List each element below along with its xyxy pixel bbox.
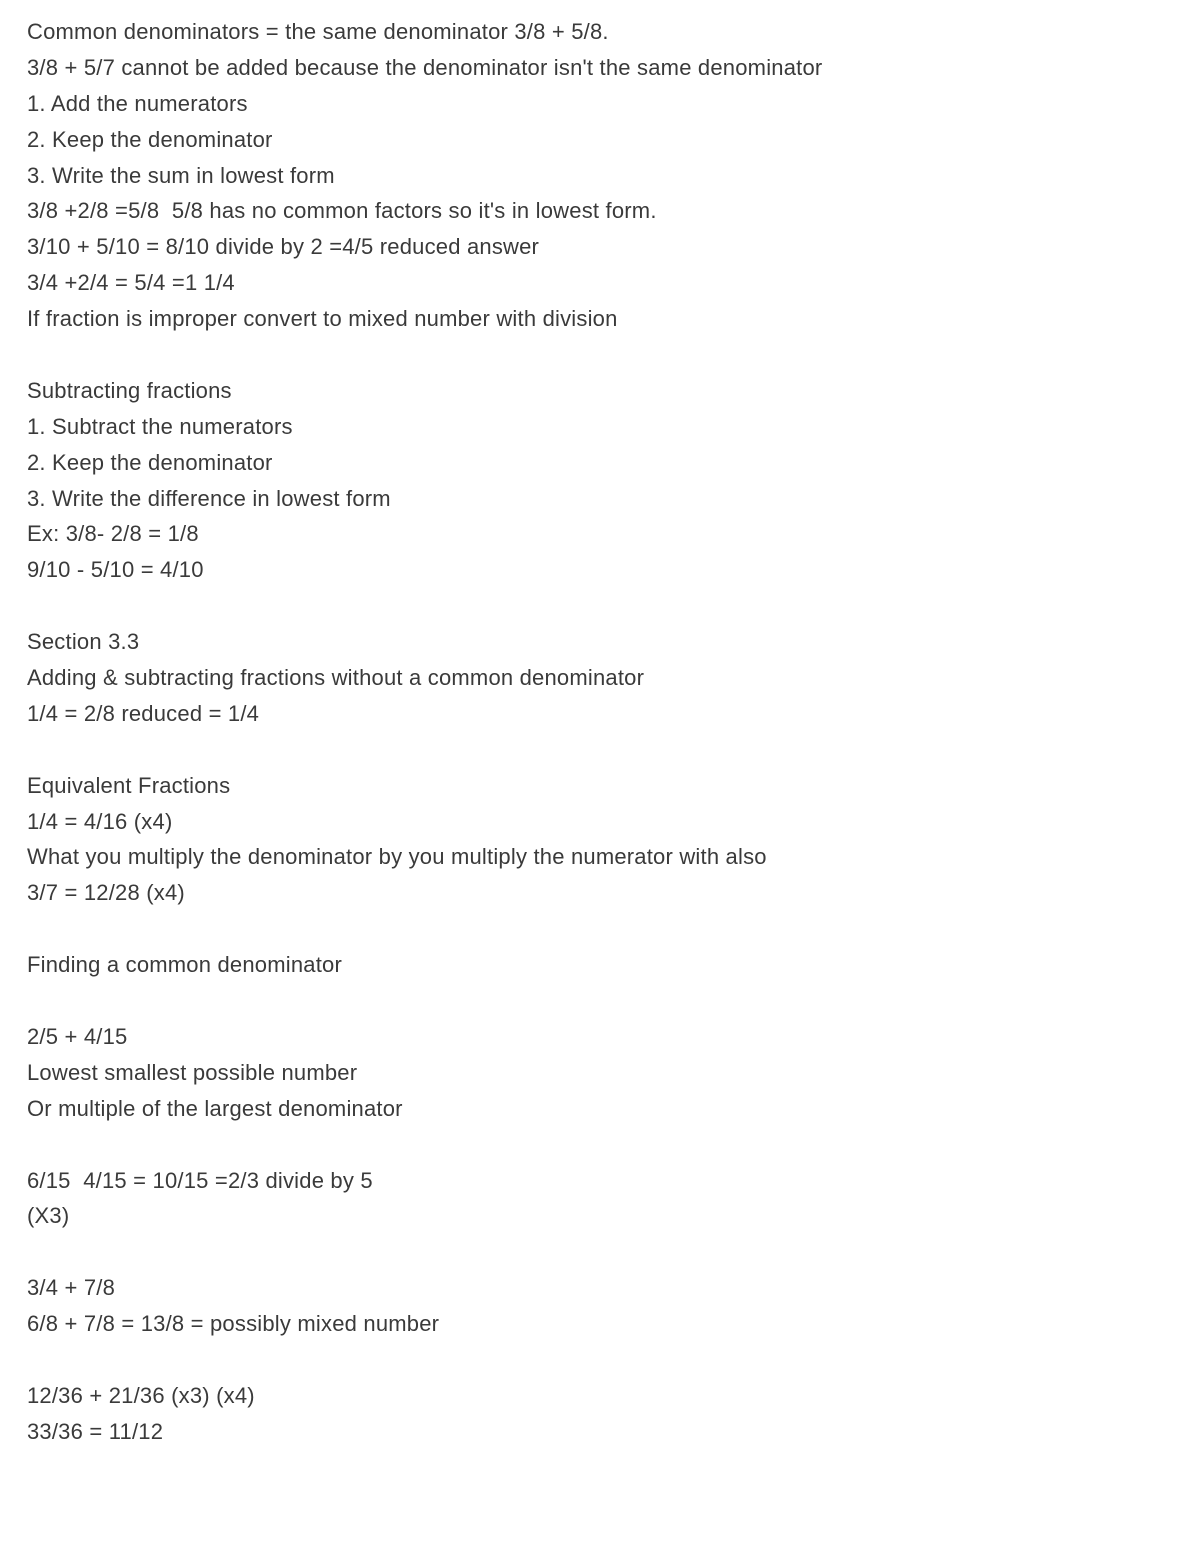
paragraph-example-6-15 [27,1163,1177,1235]
text-line: 12/36 + 21/36 (x3) (x4) [27,1382,255,1408]
text-line: Equivalent Fractions [27,772,231,798]
text-line: 1/4 = 2/8 reduced = 1/4 [27,700,260,726]
paragraph-section-3-3 [27,624,1177,732]
text-line: 6/15 4/15 = 10/15 =2/3 divide by 5 [27,1167,373,1193]
text-line: 6/8 + 7/8 = 13/8 = possibly mixed number [27,1311,440,1337]
blank-line [27,911,1177,947]
text-line: Finding a common denominator [27,952,342,978]
text-line: Common denominators = the same denominator 3/8 + 5/8. [27,19,609,44]
text-line: Section 3.3 [27,629,140,655]
paragraph-finding-common-denominator [27,947,1177,983]
text-line: 2. Keep the denominator [27,126,273,152]
text-line: 3. Write the difference in lowest form [27,485,391,511]
text-line: Or multiple of the largest denominator [27,1095,403,1121]
blank-line [27,588,1177,624]
text-line: 3/7 = 12/28 (x4) [27,880,185,906]
text-line: 2. Keep the denominator [27,449,273,475]
text-line: 2/5 + 4/15 [27,1023,128,1049]
text-line: 1. Subtract the numerators [27,413,293,439]
paragraph-example-2-5 [27,1019,1177,1127]
blank-line [27,337,1177,373]
text-line: 33/36 = 11/12 [27,1418,164,1444]
text-line: 9/10 - 5/10 = 4/10 [27,557,204,583]
notes-page [27,14,1177,1450]
text-line: Ex: 3/8- 2/8 = 1/8 [27,521,199,547]
text-line: If fraction is improper convert to mixed number with division [27,306,618,332]
text-line: 3/8 + 5/7 cannot be added because the denominator isn't the same denominator [27,54,823,80]
text-line: Adding & subtracting fractions without a common denominator [27,665,645,691]
paragraph-subtracting-fractions [27,373,1177,588]
paragraph-example-12-36 [27,1378,1177,1450]
blank-line [27,1342,1177,1378]
text-line: 3/8 +2/8 =5/8 5/8 has no common factors so it's in lowest form. [27,198,657,224]
paragraph-adding-fractions [27,14,1177,337]
paragraph-example-3-4 [27,1270,1177,1342]
text-line: 1/4 = 4/16 (x4) [27,808,173,834]
text-line: What you multiply the denominator by you multiply the numerator with also [27,844,767,870]
paragraph-equivalent-fractions [27,768,1177,912]
text-line: Subtracting fractions [27,377,232,403]
blank-line [27,732,1177,768]
text-line: Lowest smallest possible number [27,1059,358,1085]
blank-line [27,983,1177,1019]
text-line: (X3) [27,1203,70,1229]
text-line: 3/4 + 7/8 [27,1275,116,1301]
text-line: 3/4 +2/4 = 5/4 =1 1/4 [27,270,235,296]
blank-line [27,1234,1177,1270]
text-line: 3/10 + 5/10 = 8/10 divide by 2 =4/5 reduced answer [27,234,540,260]
blank-line [27,1127,1177,1163]
text-line: 3. Write the sum in lowest form [27,162,335,188]
text-line: 1. Add the numerators [27,90,248,116]
